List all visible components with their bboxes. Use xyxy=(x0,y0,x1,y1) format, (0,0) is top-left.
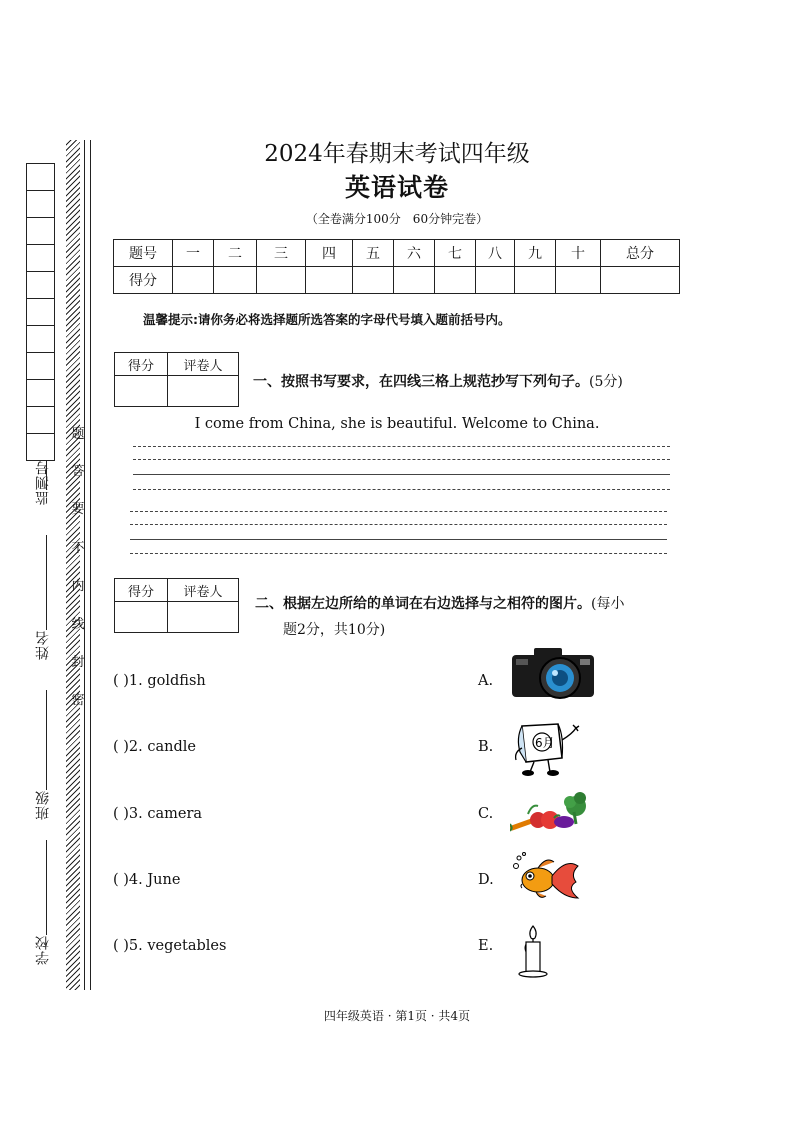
candle-icon xyxy=(516,922,550,978)
calendar-june-text: 6月 xyxy=(535,736,555,750)
vegetables-icon xyxy=(510,790,588,836)
score-header-cell: 题号 xyxy=(114,240,173,267)
option-d-label: D. xyxy=(478,872,494,888)
binding-id-blank[interactable] xyxy=(46,460,47,490)
seal-char: 不 xyxy=(71,541,85,556)
binding-label-school: 学校 xyxy=(35,935,51,965)
score-table xyxy=(113,239,680,294)
score-table-header-row xyxy=(114,240,680,267)
score-cell[interactable] xyxy=(556,267,601,294)
score-header-cell: 十 xyxy=(556,240,601,267)
option-a-label: A. xyxy=(478,673,494,689)
score-cell[interactable] xyxy=(257,267,306,294)
score-header-cell: 一 xyxy=(173,240,214,267)
copy-sentence: I come from China, she is beautiful. Welcome to China. xyxy=(194,416,600,432)
seal-char: 线 xyxy=(71,617,85,632)
section2-title xyxy=(255,593,624,613)
seal-char: 题 xyxy=(71,427,85,442)
grader-score-label: 得分 xyxy=(115,579,168,602)
score-cell[interactable] xyxy=(173,267,214,294)
section1-points: (5分) xyxy=(589,374,623,390)
score-header-cell: 六 xyxy=(394,240,435,267)
seal-char: 要 xyxy=(71,502,85,517)
score-cell[interactable] xyxy=(476,267,515,294)
option-c-label: C. xyxy=(478,806,494,822)
question-2[interactable]: ( )2. candle xyxy=(113,739,196,755)
exam-subtitle: （全卷满分100分 60分钟完卷） xyxy=(305,212,489,226)
binding-line-2 xyxy=(90,140,91,990)
section1-title-text: 一、按照书写要求，在四线三格上规范抄写下列句子。 xyxy=(253,374,589,390)
question-1[interactable]: ( )1. goldfish xyxy=(113,673,206,689)
grader-box-2 xyxy=(114,578,239,633)
seal-char: 封 xyxy=(71,655,85,670)
camera-icon xyxy=(510,645,596,701)
score-table-score-row xyxy=(114,267,680,294)
binding-label-id: 监测号 xyxy=(35,460,51,505)
calendar-june-icon xyxy=(508,718,584,778)
grader-score-cell[interactable] xyxy=(115,376,168,407)
score-header-cell: 七 xyxy=(435,240,476,267)
score-cell[interactable] xyxy=(214,267,257,294)
score-header-cell: 二 xyxy=(214,240,257,267)
score-header-cell: 五 xyxy=(353,240,394,267)
exam-title: 2024年春期末考试四年级 xyxy=(264,141,530,167)
score-cell[interactable] xyxy=(435,267,476,294)
score-header-cell: 九 xyxy=(515,240,556,267)
seal-char: 答 xyxy=(71,464,85,479)
score-header-cell: 总分 xyxy=(601,240,680,267)
score-row-label: 得分 xyxy=(114,267,173,294)
binding-hatch-left xyxy=(66,140,80,990)
question-3[interactable]: ( )3. camera xyxy=(113,806,203,822)
score-cell[interactable] xyxy=(306,267,353,294)
score-cell[interactable] xyxy=(353,267,394,294)
grader-name-cell[interactable] xyxy=(168,376,239,407)
exam-subject: 英语试卷 xyxy=(344,173,449,202)
score-cell[interactable] xyxy=(515,267,556,294)
score-header-cell: 八 xyxy=(476,240,515,267)
seal-char: 内 xyxy=(71,579,85,594)
section2-points-1: (每小 xyxy=(591,596,625,612)
grader-score-label: 得分 xyxy=(115,353,168,376)
section1-title xyxy=(253,371,623,391)
section2-title-text: 二、根据左边所给的单词在右边选择与之相符的图片。 xyxy=(255,596,591,612)
grader-name-cell[interactable] xyxy=(168,602,239,633)
question-5[interactable]: ( )5. vegetables xyxy=(113,938,227,954)
score-cell[interactable] xyxy=(394,267,435,294)
grader-score-cell[interactable] xyxy=(115,602,168,633)
score-header-cell: 三 xyxy=(257,240,306,267)
binding-name-blank[interactable] xyxy=(46,535,47,630)
question-4[interactable]: ( )4. June xyxy=(113,872,181,888)
option-e-label: E. xyxy=(478,938,494,954)
page-footer: 四年级英语 · 第1页 · 共4页 xyxy=(323,1009,471,1023)
grader-name-label: 评卷人 xyxy=(168,353,239,376)
score-cell[interactable] xyxy=(601,267,680,294)
warm-tip: 温馨提示:请你务必将选择题所选答案的字母代号填入题前括号内。 xyxy=(143,312,511,327)
score-header-cell: 四 xyxy=(306,240,353,267)
binding-school-blank[interactable] xyxy=(46,840,47,935)
section2-points-2: 题2分，共10分) xyxy=(283,622,386,638)
grader-box-1 xyxy=(114,352,239,407)
binding-line-1 xyxy=(84,140,85,990)
option-b-label: B. xyxy=(478,739,494,755)
grader-name-label: 评卷人 xyxy=(168,579,239,602)
seal-char: 密 xyxy=(71,693,85,708)
binding-label-class: 班级 xyxy=(35,790,51,820)
binding-label-name: 姓名 xyxy=(35,630,51,660)
goldfish-icon xyxy=(510,852,582,902)
binding-class-blank[interactable] xyxy=(46,690,47,790)
